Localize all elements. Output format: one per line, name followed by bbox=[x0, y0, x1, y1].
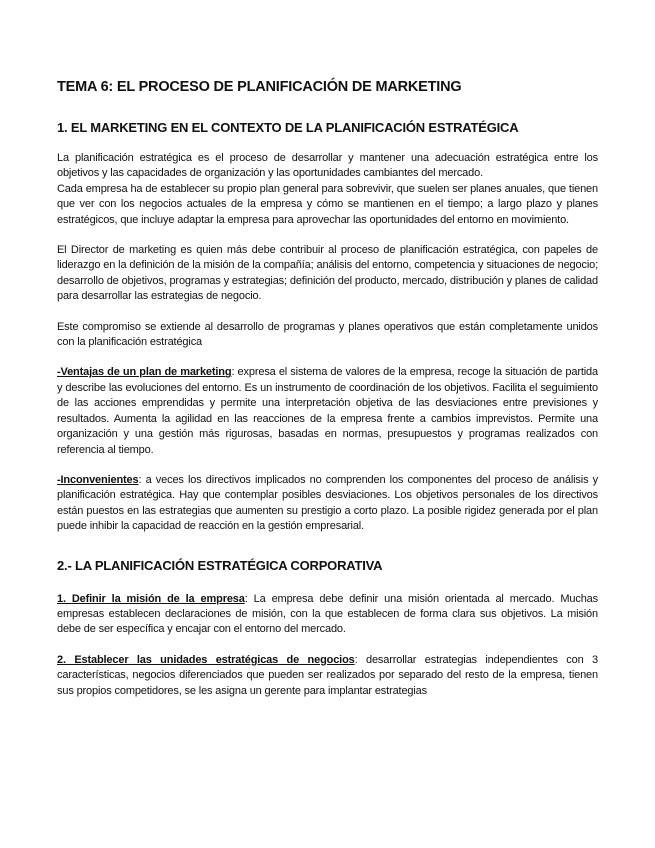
paragraph-unidades-estrategicas bbox=[57, 653, 598, 699]
paragraph-inconvenientes bbox=[57, 473, 598, 535]
mision-text: : La empresa debe definir una misión orientada al mercado. Muchas empresas establecen declaraciones de misión, con la que establecen de forma clara sus objetivos. La misión debe de ser específica y encajar con el entorno del mercado. bbox=[57, 592, 598, 636]
ventajas-lead: -Ventajas de un plan de marketing bbox=[57, 366, 232, 379]
inconvenientes-text: : a veces los directivos implicados no comprenden los componentes del proceso de análisis y planificación estratégica. Hay que contemplar posibles desviaciones. Los objetivos personales de los directivos están puestos en las estrategias que aumenten su prestigio a corto plazo. La posible rigidez generada por el plan puede inhibir la capacidad de reacción en la gestión empresarial. bbox=[57, 473, 598, 533]
paragraph-plan-general: Cada empresa ha de establecer su propio plan general para sobrevivir, que suelen ser planes anuales, que tienen que ver con los negocios actuales de la empresa y cómo se mantienen en el tiempo; a largo plazo y planes estratégicos, que incluye adaptar la empresa para aprovechar las oportunidades del entorno en movimiento. bbox=[57, 182, 598, 226]
section-1-heading: 1. EL MARKETING EN EL CONTEXTO DE LA PLANIFICACIÓN ESTRATÉGICA bbox=[57, 120, 519, 135]
paragraph-director-marketing: El Director de marketing es quien más debe contribuir al proceso de planificación estratégica, con papeles de liderazgo en la definición de la misión de la compañía; análisis del entorno, competencia y situaciones de negocio; desarrollo de objetivos, programas y estrategias; definición del producto, mercado, distribución y planes de calidad para desarrollar las estrategias de negocio. bbox=[57, 244, 598, 303]
paragraph-mision bbox=[57, 592, 598, 638]
paragraph-compromiso: Este compromiso se extiende al desarrollo de programas y planes operativos que están completamente unidos con la planificación estratégica bbox=[57, 320, 598, 349]
document-page bbox=[57, 77, 598, 699]
unidades-text: : desarrollar estrategias independientes con 3 características, negocios diferenciados que pueden ser realizados por separado del resto de la empresa, tienen sus propios competidores, se les asigna un gerente para implantar estrategias bbox=[57, 653, 599, 697]
paragraph-ventajas bbox=[57, 365, 598, 457]
section-2-heading: 2.- LA PLANIFICACIÓN ESTRATÉGICA CORPORATIVA bbox=[57, 557, 383, 573]
inconvenientes-lead: -Inconvenientes bbox=[57, 473, 139, 486]
page-title: TEMA 6: EL PROCESO DE PLANIFICACIÓN DE MARKETING bbox=[57, 79, 462, 95]
mision-lead: 1. Definir la misión de la empresa bbox=[57, 592, 245, 605]
ventajas-text: : expresa el sistema de valores de la empresa, recoge la situación de partida y describe las evoluciones del entorno. Es un instrumento de coordinación de los objetivos. Facilita el seguimiento de las acciones emprendidas y permite una interpretación objetiva de las desviaciones entre previsiones y resultados. Aumenta la agilidad en las reacciones de la empresa frente a cambios imprevistos. Permite una organización y una gestión más rigurosas, basadas en normas, presupuestos y programas realizados con referencia al tiempo. bbox=[57, 366, 598, 456]
unidades-lead: 2. Establecer las unidades estratégicas de negocios bbox=[57, 653, 355, 666]
paragraph-planificacion-definicion: La planificación estratégica es el proceso de desarrollar y mantener una adecuación estratégica entre los objetivos y las capacidades de organización y las oportunidades cambiantes del mercado. bbox=[57, 152, 598, 180]
